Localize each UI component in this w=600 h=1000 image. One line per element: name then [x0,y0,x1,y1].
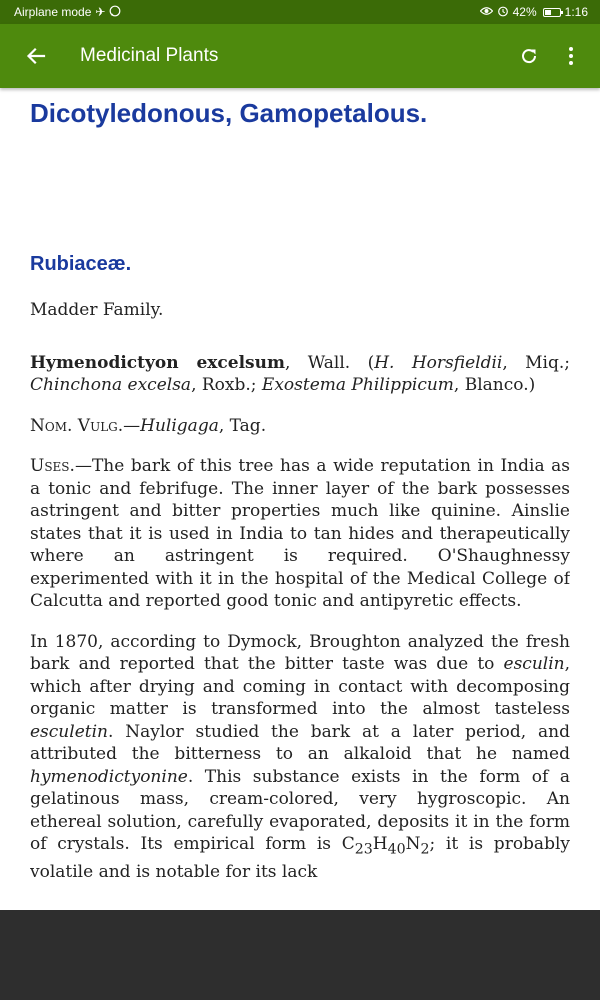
battery-percent: 42% [512,5,537,19]
term-hymenodictyonine: hymenodictyonine [30,766,188,787]
app-bar [0,24,600,88]
status-left [14,5,121,20]
uses-paragraph [30,455,570,613]
history-paragraph [30,631,570,884]
species-text-4: , Blanco.) [453,375,536,395]
battery-icon [543,8,561,17]
article-content [30,88,570,910]
app-title: Medicinal Plants [80,45,219,66]
eye-icon [480,5,493,19]
history-text-5: ; it is probably volatile and is notable for its lack [30,834,570,882]
uses-text: —The bark of this tree has a wide reputation in India as a tonic and febrifuge. The inner layer of the bark possesses astringent and bitter properties much like quinine. Ainslie states that it is used in India to tan hides and therapeutically where an astringent is required. O'Shaughnessy experimented with it in the hospital of the Medical College of Calcutta and reported good tonic and antipyretic effects. [30,456,570,611]
heading-family: Rubiaceæ. [30,253,132,275]
synonym-3: Exostema Philippicum [261,375,454,395]
more-vert-icon [568,46,574,66]
history-text-3: . Naylor studied the bark at a later period, and attributed the bitterness to an alkaloid that he named [30,721,570,764]
formula-sub-c: 23 [354,841,373,858]
species-name: Hymenodictyon excelsum [30,352,285,373]
more-options-button[interactable] [550,24,592,88]
airplane-icon: ✈ [95,5,106,19]
status-right [480,5,588,20]
heading-class: Dicotyledonous, Gamopetalous. [30,98,428,128]
species-text-1: , Wall. ( [284,352,375,373]
alarm-icon [497,5,509,20]
status-time: 1:16 [564,5,588,19]
nom-vulg-label: Nom. Vulg. [30,415,124,436]
history-text-4: . This substance exists in the form of a gelatinous mass, cream-colored, very hygroscopic. An ethereal solution, carefully evaporated, deposits it in the form of crystals. Its empirical form is C [30,766,570,854]
term-esculetin: esculetin [30,721,108,742]
formula-sub-n: 2 [420,841,430,858]
refresh-icon [519,46,539,66]
whatsapp-icon [109,5,121,20]
status-bar [0,0,600,24]
formula-sub-h: 40 [387,841,406,858]
vernacular-name-paragraph [30,415,570,438]
airplane-mode-label: Airplane mode [14,5,92,19]
nom-vulg-dash: — [123,415,141,436]
term-esculin: esculin [503,654,565,674]
species-paragraph [30,352,570,397]
uses-label: Uses. [30,456,75,476]
synonym-2: Chinchona excelsa [30,375,192,395]
vernacular-name: Huligaga [140,415,219,436]
formula-n: N [405,834,421,854]
species-text-2: , Miq.; [502,352,570,373]
history-text-1: In 1870, according to Dymock, Broughton analyzed the fresh bark and reported that the bitter taste was due to [30,631,570,674]
species-text-3: , Roxb.; [191,375,262,395]
bottom-navigation-area [0,910,600,1000]
refresh-button[interactable] [508,24,550,88]
back-button[interactable] [0,24,72,88]
family-name: Madder Family. [30,300,164,320]
formula-h: H [372,834,388,854]
history-text-2: , which after drying and coming in contact with decomposing organic matter is transformed into the almost tasteless [30,654,570,719]
synonym-1: H. Horsfieldii [374,352,503,373]
back-arrow-icon [26,46,46,66]
nom-vulg-rest: , Tag. [218,415,267,436]
